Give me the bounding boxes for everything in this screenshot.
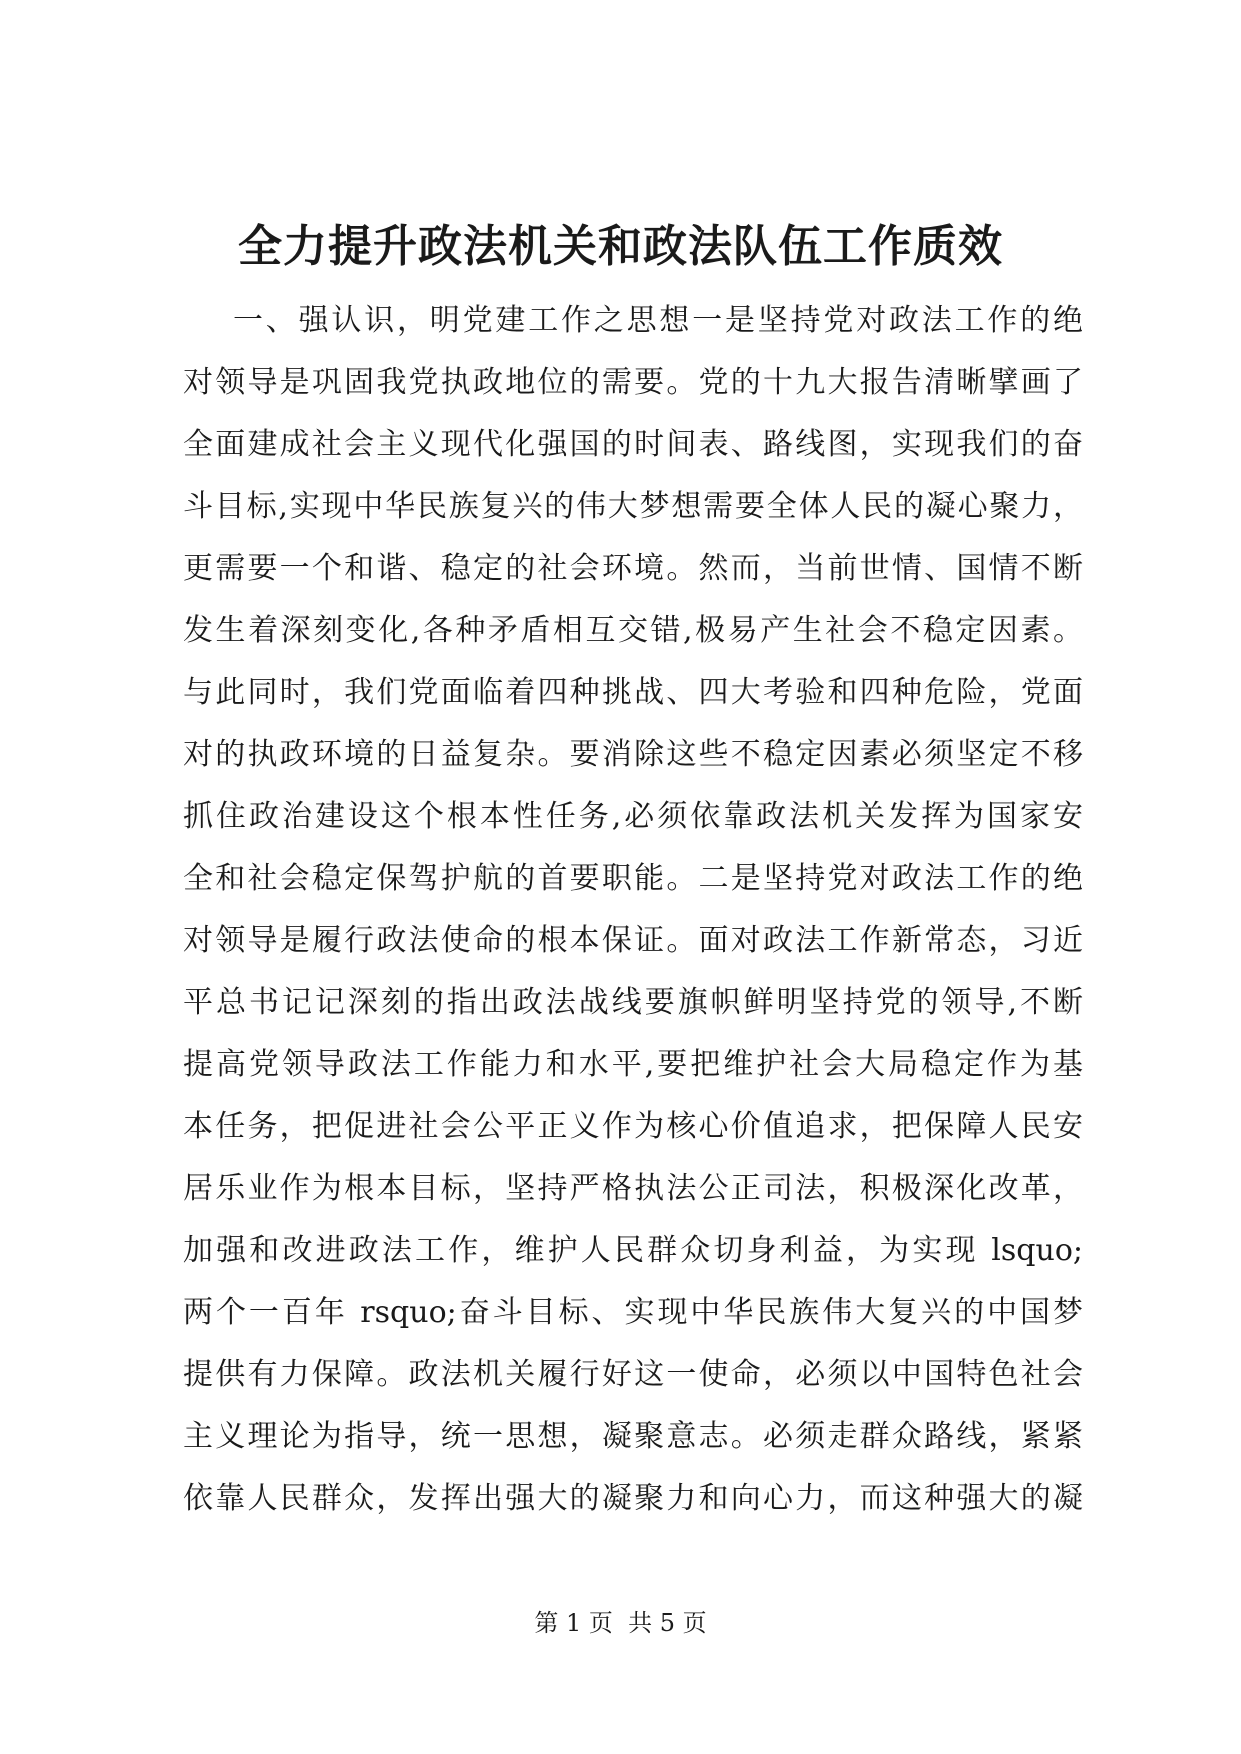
paragraph-line: 抓住政治建设这个根本性任务,必须依靠政法机关发挥为国家安 <box>183 799 1083 834</box>
page-number-label: 第 1 页 共 5 页 <box>534 1609 707 1637</box>
document-body <box>183 290 1083 1530</box>
paragraph-line: 全和社会稳定保驾护航的首要职能。二是坚持党对政法工作的绝 <box>183 861 1083 896</box>
paragraph-line: 提高党领导政法工作能力和水平,要把维护社会大局稳定作为基 <box>183 1047 1083 1082</box>
paragraph-line: 对的执政环境的日益复杂。要消除这些不稳定因素必须坚定不移 <box>183 737 1083 772</box>
document-title: 全力提升政法机关和政法队伍工作质效 <box>238 221 1003 272</box>
paragraph-line: 对领导是履行政法使命的根本保证。面对政法工作新常态，习近 <box>183 923 1083 958</box>
paragraph-line: 全面建成社会主义现代化强国的时间表、路线图，实现我们的奋 <box>183 427 1083 462</box>
paragraph-line: 一、强认识，明党建工作之思想一是坚持党对政法工作的绝 <box>233 303 1083 338</box>
paragraph-line: 斗目标,实现中华民族复兴的伟大梦想需要全体人民的凝心聚力， <box>183 489 1083 524</box>
paragraph-line: 发生着深刻变化,各种矛盾相互交错,极易产生社会不稳定因素。 <box>183 613 1083 648</box>
paragraph-line: 平总书记记深刻的指出政法战线要旗帜鲜明坚持党的领导,不断 <box>183 985 1083 1020</box>
paragraph-line: 更需要一个和谐、稳定的社会环境。然而，当前世情、国情不断 <box>183 551 1083 586</box>
paragraph-line: 居乐业作为根本目标，坚持严格执法公正司法，积极深化改革， <box>183 1171 1083 1206</box>
paragraph-line: 加强和改进政法工作，维护人民群众切身利益，为实现 lsquo; <box>183 1233 1083 1268</box>
page-footer <box>0 1608 1241 1638</box>
paragraph-line: 两个一百年 rsquo;奋斗目标、实现中华民族伟大复兴的中国梦 <box>183 1295 1083 1330</box>
paragraph-line: 与此同时，我们党面临着四种挑战、四大考验和四种危险，党面 <box>183 675 1083 710</box>
paragraph-line: 提供有力保障。政法机关履行好这一使命，必须以中国特色社会 <box>183 1357 1083 1392</box>
paragraph-line: 主义理论为指导，统一思想，凝聚意志。必须走群众路线，紧紧 <box>183 1419 1083 1454</box>
paragraph-line: 依靠人民群众，发挥出强大的凝聚力和向心力，而这种强大的凝 <box>183 1481 1083 1516</box>
paragraph-line: 本任务，把促进社会公平正义作为核心价值追求，把保障人民安 <box>183 1109 1083 1144</box>
paragraph-line: 对领导是巩固我党执政地位的需要。党的十九大报告清晰擘画了 <box>183 365 1083 400</box>
